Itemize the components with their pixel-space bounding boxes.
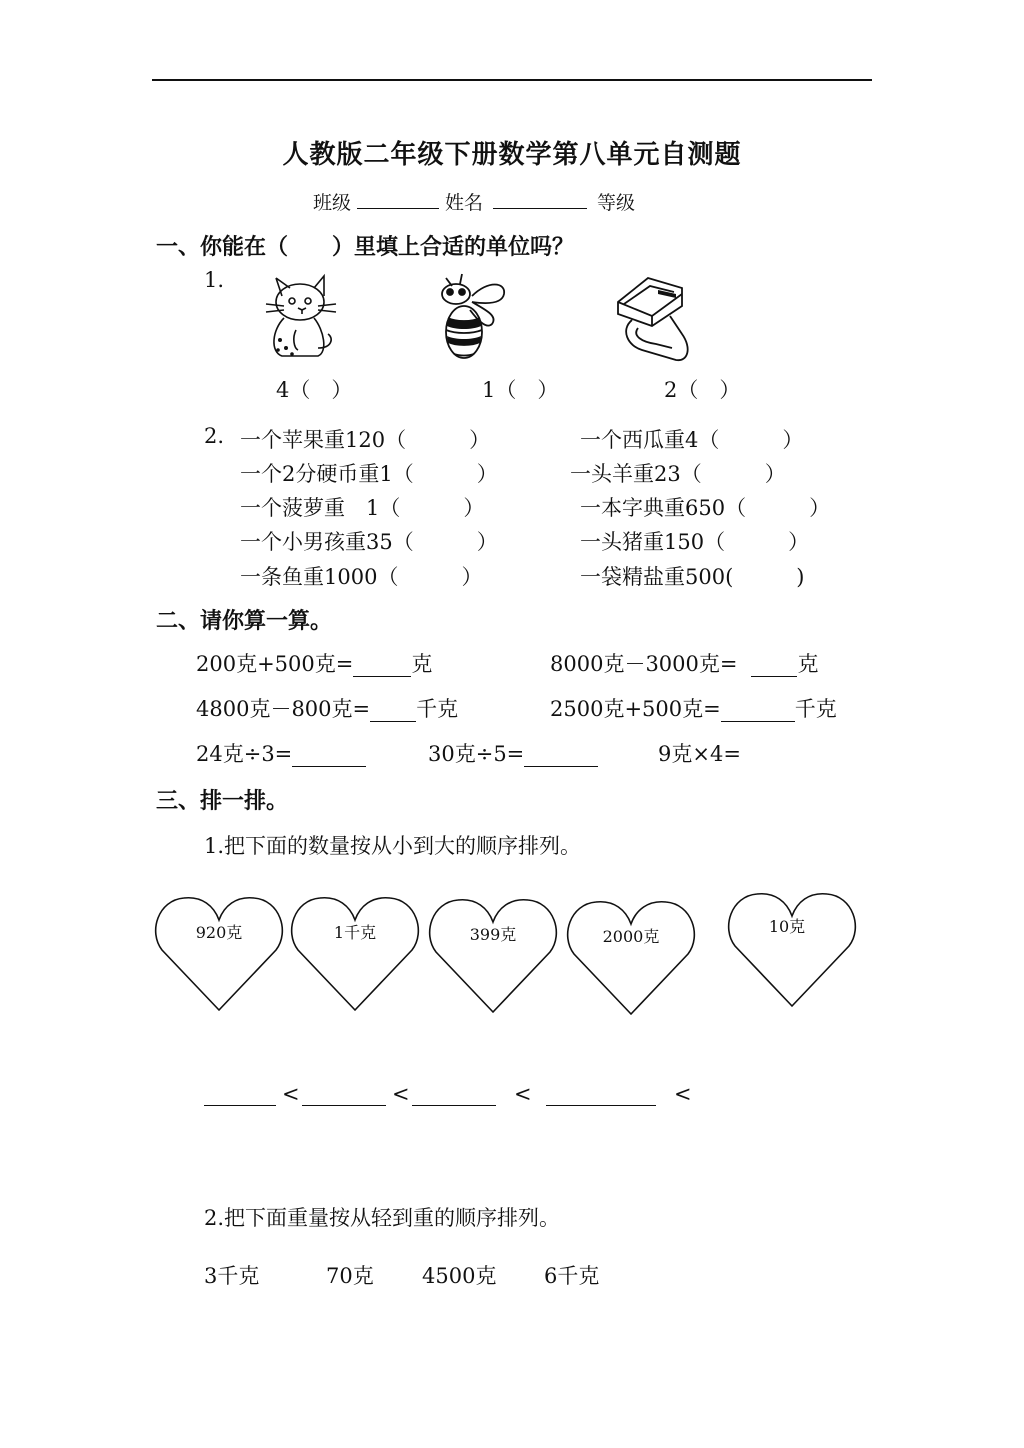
calc-1-expr: 200克+500克= [196,652,354,676]
unit-item-left-3: 一个菠萝重 1（ ） [240,496,485,520]
weight-item-2: 70克 [326,1264,374,1288]
heart-label: 10克 [768,917,806,936]
calc-7-expr: 9克×4= [658,742,741,766]
heart-card [722,890,852,1010]
unit-item-right-4: 一头猪重150（ ） [580,530,810,554]
section2-heading: 二、请你算一算。 [156,609,333,634]
calc-4-unit: 千克 [794,697,837,721]
page-title: 人教版二年级下册数学第八单元自测题 [282,140,742,170]
calc-4-answer[interactable] [721,697,795,722]
unit-item-right-5: 一袋精盐重500( ) [580,565,805,589]
calc-3-answer[interactable] [370,697,416,722]
class-label: 班级 [313,192,352,214]
calc-4-expr: 2500克+500克= [550,697,721,721]
calc-3-expr: 4800克－800克= [196,697,371,721]
q1-number: 1. [204,268,225,292]
calc-5-expr: 24克÷3= [196,742,293,766]
heart-card [290,894,420,1014]
calc-6-expr: 30克÷5= [428,742,525,766]
class-blank[interactable] [357,207,439,209]
heart-label: 920克 [195,923,243,942]
heart-label: 1千克 [333,923,377,942]
calc-3-unit: 千克 [416,697,459,721]
less-than-2: < [392,1082,410,1106]
q2-number: 2. [204,424,225,448]
weight-item-4: 6千克 [544,1264,600,1288]
top-rule [152,79,872,81]
less-than-3: < [514,1082,532,1106]
calc-4 [550,693,837,723]
calc-3 [196,693,458,723]
heart-card [566,898,696,1018]
section1-heading: 一、你能在（ ）里填上合适的单位吗？ [156,235,575,260]
heart-card [154,894,284,1014]
heart-card [428,896,558,1016]
order-blank-1[interactable] [204,1105,276,1106]
stapler-caption: 2（ ） [664,378,741,402]
weight-item-3: 4500克 [422,1264,497,1288]
heart-outline [568,902,695,1014]
unit-item-left-1: 一个苹果重120（ ） [240,428,491,452]
calc-6 [428,738,598,768]
order-blank-4[interactable] [546,1105,656,1106]
calc-2-unit: 克 [797,652,819,676]
stapler-icon [612,268,696,364]
calc-1-unit: 克 [411,652,433,676]
heart-label: 2000克 [602,927,660,946]
calc-1-answer[interactable] [353,652,411,677]
bee-caption: 1（ ） [482,378,559,402]
unit-item-left-2: 一个2分硬币重1（ ） [240,462,498,486]
heart-outline [430,900,557,1012]
sort-question-1: 1.把下面的数量按从小到大的顺序排列。 [204,834,582,858]
calc-6-answer[interactable] [524,742,598,767]
calc-5 [196,738,366,768]
info-line [313,188,635,215]
unit-item-right-3: 一本字典重650（ ） [580,496,831,520]
cat-caption: 4（ ） [276,378,353,402]
calc-2 [550,648,818,678]
heart-label: 399克 [469,925,517,944]
calc-1 [196,648,432,678]
weight-item-1: 3千克 [204,1264,260,1288]
section3-heading: 三、排一排。 [156,789,289,814]
unit-item-left-4: 一个小男孩重35（ ） [240,530,498,554]
unit-item-right-2: 一头羊重23（ ） [570,462,786,486]
calc-7 [658,738,741,768]
less-than-1: < [282,1082,300,1106]
calc-2-expr: 8000克－3000克= [550,652,738,676]
name-blank[interactable] [493,207,587,209]
heart-outline [156,898,283,1010]
heart-outline [292,898,419,1010]
less-than-4: < [674,1082,692,1106]
name-label: 姓名 [445,192,484,214]
cat-icon [262,268,342,362]
order-blank-3[interactable] [412,1105,496,1106]
calc-5-answer[interactable] [292,742,366,767]
unit-item-right-1: 一个西瓜重4（ ） [580,428,804,452]
bee-icon [432,270,510,364]
unit-item-left-5: 一条鱼重1000（ ） [240,565,483,589]
sort-question-2: 2.把下面重量按从轻到重的顺序排列。 [204,1206,561,1230]
calc-2-answer[interactable] [751,652,797,677]
grade-label: 等级 [597,192,636,214]
order-blank-2[interactable] [302,1105,386,1106]
heart-outline [729,894,856,1006]
